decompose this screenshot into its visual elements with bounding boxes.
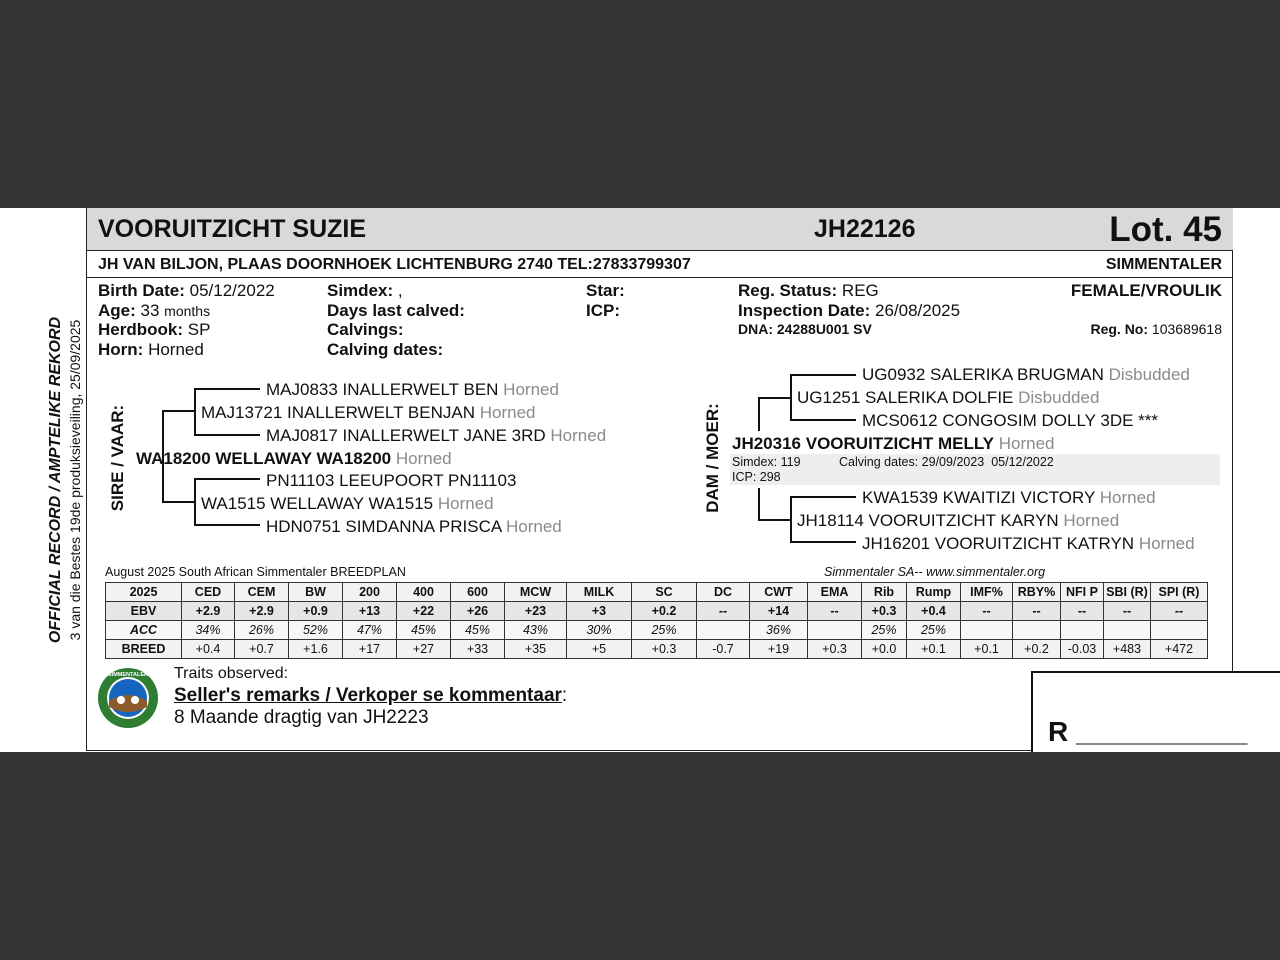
table-cell: +0.2 (1013, 640, 1061, 659)
dam-sire-dam (862, 411, 1158, 431)
inspection-date-label: Inspection Date: (738, 301, 871, 320)
icp-label: ICP: (586, 301, 620, 320)
table-cell: BW (289, 583, 343, 602)
pedigree-horn: Disbudded (1108, 365, 1190, 384)
pedigree-name: WA1515 WELLAWAY WA1515 (201, 494, 434, 513)
herdbook-value: SP (187, 320, 211, 339)
table-cell: MILK (567, 583, 632, 602)
table-cell: +5 (567, 640, 632, 659)
table-cell: CED (182, 583, 235, 602)
table-cell: +0.4 (907, 602, 961, 621)
table-cell: BREED (106, 640, 182, 659)
simdex-value: , (397, 281, 403, 300)
table-cell: +17 (343, 640, 397, 659)
table-cell: 43% (505, 621, 567, 640)
dam-icp: ICP: 298 (732, 470, 781, 484)
table-cell: Rib (862, 583, 907, 602)
reg-no (1090, 321, 1222, 337)
table-cell: -- (961, 602, 1013, 621)
inspection-date-value: 26/08/2025 (874, 301, 961, 320)
lot-number: Lot. 45 (1109, 210, 1222, 249)
birth-date-value: 05/12/2022 (189, 281, 275, 300)
dam-sire (797, 388, 1099, 408)
birth-date (98, 281, 275, 301)
table-cell: 45% (451, 621, 505, 640)
seller-remarks-label: Seller's remarks / Verkoper se kommentaar (174, 685, 562, 706)
pedigree-horn: Horned (1138, 534, 1195, 553)
sire-section-label: SIRE / VAAR: (108, 404, 127, 512)
table-row (106, 583, 1208, 602)
sire (136, 449, 452, 469)
table-row (106, 640, 1208, 659)
table-cell: +26 (451, 602, 505, 621)
sire-dam (201, 494, 494, 514)
pedigree-horn: Horned (437, 494, 494, 513)
pedigree-name: UG0932 SALERIKA BRUGMAN (862, 365, 1104, 384)
calvings-label: Calvings: (327, 320, 404, 339)
table-cell: IMF% (961, 583, 1013, 602)
seller-remarks-heading (174, 685, 567, 707)
table-cell: +483 (1104, 640, 1151, 659)
dam-dam (797, 511, 1119, 531)
pedigree-name: WA18200 WELLAWAY WA18200 (136, 449, 392, 468)
table-cell (1104, 621, 1151, 640)
table-cell: +472 (1151, 640, 1208, 659)
table-cell: -- (1061, 602, 1104, 621)
pedigree-name: JH20316 VOORUITZICHT MELLY (732, 434, 994, 453)
table-cell: 26% (235, 621, 289, 640)
table-cell: +0.1 (961, 640, 1013, 659)
pedigree-horn: Horned (505, 517, 562, 536)
dam-calving-dates: Calving dates: 29/09/2023 05/12/2022 (839, 455, 1054, 469)
reg-no-value: 103689618 (1151, 321, 1222, 337)
dam-dam-dam (862, 534, 1195, 554)
horn (98, 340, 204, 360)
animal-name: VOORUITZICHT SUZIE (98, 215, 367, 243)
pedigree-name: HDN0751 SIMDANNA PRISCA (266, 517, 502, 536)
dam (732, 434, 1055, 454)
table-cell: +0.3 (862, 602, 907, 621)
breedplan-table (105, 582, 1208, 659)
pedigree-name: MAJ13721 INALLERWELT BENJAN (201, 403, 476, 422)
table-cell: 400 (397, 583, 451, 602)
pedigree-horn: Disbudded (1018, 388, 1100, 407)
table-cell: 36% (750, 621, 808, 640)
table-cell: +23 (505, 602, 567, 621)
official-record-text: OFFICIAL RECORD / AMPTELIKE REKORD (47, 316, 64, 644)
pedigree-horn: Horned (1099, 488, 1156, 507)
lot-card (0, 208, 1280, 752)
horn-value: Horned (148, 340, 204, 359)
dna-code: DNA: 24288U001 SV (738, 321, 872, 337)
table-cell: SBI (R) (1104, 583, 1151, 602)
age (98, 301, 210, 321)
pedigree-name: MCS0612 CONGOSIM DOLLY 3DE *** (862, 411, 1159, 430)
simdex-label: Simdex: (327, 281, 394, 300)
pedigree-horn: Horned (479, 403, 536, 422)
table-cell: -- (1104, 602, 1151, 621)
table-cell: +0.9 (289, 602, 343, 621)
table-cell: CWT (750, 583, 808, 602)
table-cell: +1.6 (289, 640, 343, 659)
herdbook (98, 320, 210, 340)
sire-sire-sire (266, 380, 559, 400)
table-cell: 200 (343, 583, 397, 602)
pedigree-horn: Horned (550, 426, 607, 445)
table-cell: 47% (343, 621, 397, 640)
breed-name: SIMMENTALER (1105, 256, 1222, 273)
owner-line: JH VAN BILJON, PLAAS DOORNHOEK LICHTENBURG 2740 TEL:27833799307 (98, 256, 691, 273)
table-row (106, 621, 1208, 640)
table-cell: +13 (343, 602, 397, 621)
table-cell: 2025 (106, 583, 182, 602)
pedigree-name: JH16201 VOORUITZICHT KATRYN (862, 534, 1135, 553)
table-cell: 52% (289, 621, 343, 640)
pedigree-name: KWA1539 KWAITIZI VICTORY (862, 488, 1096, 507)
pedigree-horn: Horned (503, 380, 559, 399)
table-cell: +2.9 (182, 602, 235, 621)
table-cell: SC (632, 583, 697, 602)
table-cell: +3 (567, 602, 632, 621)
table-cell: +0.0 (862, 640, 907, 659)
table-cell (808, 621, 862, 640)
sale-info-text: 3 van die Bestes 19de produksieveiling, 25/09/2025 (67, 319, 83, 641)
table-cell: DC (697, 583, 750, 602)
breedplan-website: Simmentaler SA-- www.simmentaler.org (824, 565, 1046, 579)
reg-status-label: Reg. Status: (738, 281, 838, 300)
calving-dates-label: Calving dates: (327, 340, 444, 359)
pedigree-name: MAJ0833 INALLERWELT BEN (266, 380, 499, 399)
sire-dam-dam (266, 517, 562, 537)
table-cell: +19 (750, 640, 808, 659)
pedigree-name: UG1251 SALERIKA DOLFIE (797, 388, 1014, 407)
table-cell: +0.7 (235, 640, 289, 659)
table-cell: 30% (567, 621, 632, 640)
age-value: 33 (140, 301, 160, 320)
animal-id: JH22126 (814, 215, 916, 243)
dam-simdex: Simdex: 119 (732, 455, 801, 469)
dam-section-label: DAM / MOER: (703, 403, 722, 513)
logo-text: SIMMENTALER (108, 672, 148, 678)
table-cell (961, 621, 1013, 640)
star-label: Star: (586, 281, 625, 300)
sex: FEMALE/VROULIK (1070, 281, 1222, 300)
age-unit: months (164, 303, 211, 319)
table-cell: +0.3 (808, 640, 862, 659)
sire-sire-dam (266, 426, 606, 446)
reg-status-value: REG (841, 281, 879, 300)
horn-label: Horn: (98, 340, 144, 359)
table-cell: 25% (862, 621, 907, 640)
table-cell: -- (1013, 602, 1061, 621)
pedigree-name: MAJ0817 INALLERWELT JANE 3RD (266, 426, 546, 445)
table-cell: SPI (R) (1151, 583, 1208, 602)
days-last-calved-label: Days last calved: (327, 301, 465, 320)
table-cell: NFI P (1061, 583, 1104, 602)
table-cell: Rump (907, 583, 961, 602)
table-cell: +2.9 (235, 602, 289, 621)
breedplan-caption: August 2025 South African Simmentaler BREEDPLAN (105, 565, 406, 579)
table-cell: +33 (451, 640, 505, 659)
seller-remarks-colon: : (561, 685, 568, 706)
pedigree-name: JH18114 VOORUITZICHT KARYN (797, 511, 1059, 530)
pedigree-name: PN11103 LEEUPOORT PN11103 (266, 471, 517, 490)
table-cell: EBV (106, 602, 182, 621)
dam-sire-sire (862, 365, 1190, 385)
table-cell: 45% (397, 621, 451, 640)
table-cell: +0.3 (632, 640, 697, 659)
table-cell: +35 (505, 640, 567, 659)
table-cell: -0.7 (697, 640, 750, 659)
table-cell (697, 621, 750, 640)
sire-sire (201, 403, 536, 423)
pedigree-horn: Horned (998, 434, 1055, 453)
birth-date-label: Birth Date: (98, 281, 185, 300)
simmentaler-logo (97, 667, 159, 729)
table-cell: +0.1 (907, 640, 961, 659)
table-cell: 34% (182, 621, 235, 640)
table-cell: -- (697, 602, 750, 621)
pedigree-horn: Horned (1063, 511, 1120, 530)
table-cell: +0.4 (182, 640, 235, 659)
table-cell: -0.03 (1061, 640, 1104, 659)
table-cell: CEM (235, 583, 289, 602)
table-cell: 600 (451, 583, 505, 602)
age-label: Age: (98, 301, 136, 320)
herdbook-label: Herdbook: (98, 320, 183, 339)
simdex (327, 281, 403, 301)
table-cell (1061, 621, 1104, 640)
table-cell: +14 (750, 602, 808, 621)
table-cell: 25% (907, 621, 961, 640)
dam-dam-sire (862, 488, 1156, 508)
table-cell: MCW (505, 583, 567, 602)
table-cell (1151, 621, 1208, 640)
traits-observed-label: Traits observed: (174, 665, 289, 682)
table-cell: -- (1151, 602, 1208, 621)
table-cell: ACC (106, 621, 182, 640)
table-cell: +27 (397, 640, 451, 659)
table-cell: EMA (808, 583, 862, 602)
table-cell: +0.2 (632, 602, 697, 621)
reg-status (738, 281, 879, 301)
reg-no-label: Reg. No: (1090, 321, 1149, 337)
pedigree-horn: Horned (395, 449, 452, 468)
table-cell: +22 (397, 602, 451, 621)
table-row (106, 602, 1208, 621)
inspection-date (738, 301, 960, 321)
table-cell (1013, 621, 1061, 640)
table-cell: RBY% (1013, 583, 1061, 602)
table-cell: 25% (632, 621, 697, 640)
price-field[interactable]: R ___________ (1048, 716, 1248, 747)
seller-remarks-text: 8 Maande dragtig van JH2223 (174, 707, 429, 728)
table-cell: -- (808, 602, 862, 621)
sire-dam-sire (266, 471, 516, 491)
